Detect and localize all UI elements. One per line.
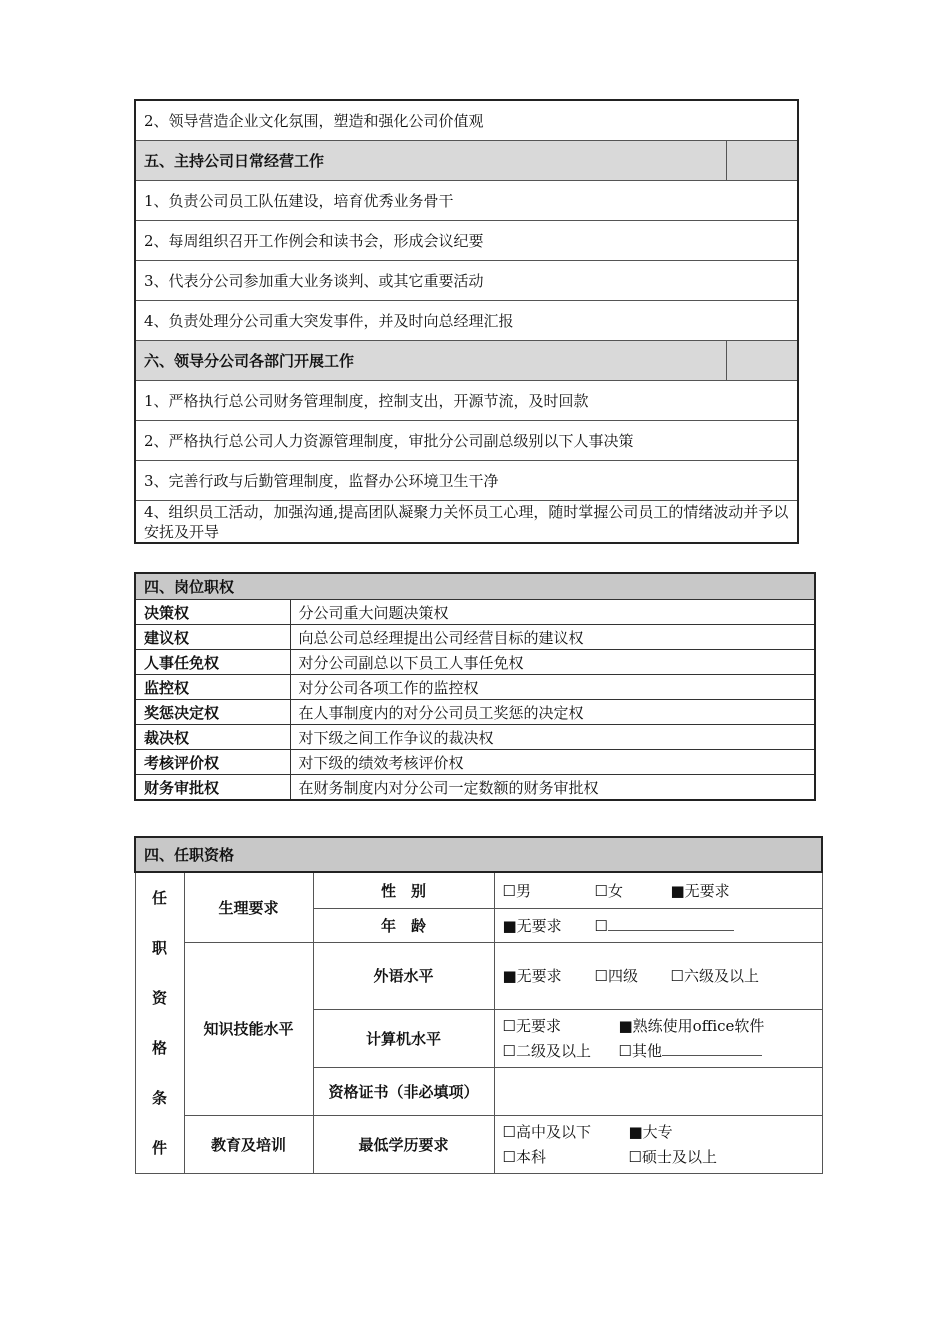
section-empty-cell bbox=[726, 341, 798, 381]
authority-value: 对下级的绩效考核评价权 bbox=[290, 750, 815, 775]
duties-table bbox=[134, 99, 799, 544]
duty-item: 2、领导营造企业文化氛围，塑造和强化公司价值观 bbox=[144, 112, 484, 130]
section-row bbox=[135, 141, 798, 181]
degree-options bbox=[494, 1116, 822, 1174]
degree-option-highschool[interactable]: ☐高中及以下 bbox=[502, 1122, 591, 1141]
authority-key: 监控权 bbox=[135, 675, 290, 700]
table-row bbox=[135, 221, 798, 261]
authority-key: 考核评价权 bbox=[135, 750, 290, 775]
qualification-table bbox=[134, 836, 823, 1174]
table-header-row bbox=[135, 837, 822, 872]
authority-key: 建议权 bbox=[135, 625, 290, 650]
section-row bbox=[135, 341, 798, 381]
table-row bbox=[135, 461, 798, 501]
language-options bbox=[494, 942, 822, 1010]
table-row bbox=[135, 675, 815, 700]
certificate-label: 资格证书（非必填项） bbox=[313, 1068, 494, 1116]
authority-value: 对分公司副总以下员工人事任免权 bbox=[290, 650, 815, 675]
table-header-row bbox=[135, 573, 815, 600]
duty-item: 3、代表分公司参加重大业务谈判、或其它重要活动 bbox=[135, 261, 798, 301]
gender-label: 性 别 bbox=[313, 872, 494, 908]
computer-option-none[interactable]: ☐无要求 bbox=[502, 1016, 561, 1035]
authority-key: 奖惩决定权 bbox=[135, 700, 290, 725]
duty-item: 1、负责公司员工队伍建设，培育优秀业务骨干 bbox=[135, 181, 798, 221]
degree-label: 最低学历要求 bbox=[313, 1116, 494, 1174]
authority-value: 分公司重大问题决策权 bbox=[290, 600, 815, 625]
duty-item: 4、负责处理分公司重大突发事件，并及时向总经理汇报 bbox=[135, 301, 798, 341]
qualification-vertical-label: 任 职 资 格 条 件 bbox=[135, 872, 184, 1174]
age-options bbox=[494, 908, 822, 942]
table-row bbox=[135, 261, 798, 301]
computer-option-other[interactable]: ☐其他 bbox=[618, 1041, 662, 1060]
age-blank-line[interactable] bbox=[608, 918, 734, 931]
section-title: 五、主持公司日常经营工作 bbox=[135, 141, 726, 181]
authority-value: 对分公司各项工作的监控权 bbox=[290, 675, 815, 700]
knowledge-skills-label: 知识技能水平 bbox=[184, 942, 313, 1116]
authority-key: 财务审批权 bbox=[135, 775, 290, 801]
duty-item: 3、完善行政与后勤管理制度，监督办公环境卫生干净 bbox=[135, 461, 798, 501]
authority-key: 决策权 bbox=[135, 600, 290, 625]
gender-option-none[interactable]: ■无要求 bbox=[670, 881, 730, 900]
table-row bbox=[135, 381, 798, 421]
authority-table bbox=[134, 572, 816, 801]
table-row bbox=[135, 775, 815, 801]
degree-option-college[interactable]: ■大专 bbox=[628, 1122, 673, 1141]
computer-label: 计算机水平 bbox=[313, 1010, 494, 1068]
table-row bbox=[135, 100, 798, 141]
authority-title: 四、岗位职权 bbox=[135, 573, 815, 600]
authority-value: 在财务制度内对分公司一定数额的财务审批权 bbox=[290, 775, 815, 801]
computer-blank-line[interactable] bbox=[662, 1043, 762, 1056]
authority-key: 裁决权 bbox=[135, 725, 290, 750]
language-option-none[interactable]: ■无要求 bbox=[502, 967, 562, 986]
computer-option-office[interactable]: ■熟练使用office软件 bbox=[618, 1016, 765, 1035]
section-title: 六、领导分公司各部门开展工作 bbox=[135, 341, 726, 381]
table-row bbox=[135, 942, 822, 1010]
table-row bbox=[135, 650, 815, 675]
table-row bbox=[135, 301, 798, 341]
language-option-cet6[interactable]: ☐六级及以上 bbox=[670, 967, 759, 986]
authority-value: 在人事制度内的对分公司员工奖惩的决定权 bbox=[290, 700, 815, 725]
computer-options bbox=[494, 1010, 822, 1068]
physical-requirements-label: 生理要求 bbox=[184, 872, 313, 942]
authority-value: 向总公司总经理提出公司经营目标的建议权 bbox=[290, 625, 815, 650]
table-row bbox=[135, 1116, 822, 1174]
table-row bbox=[135, 501, 798, 544]
authority-key: 人事任免权 bbox=[135, 650, 290, 675]
authority-value: 对下级之间工作争议的裁决权 bbox=[290, 725, 815, 750]
duty-item: 4、组织员工活动，加强沟通,提高团队凝聚力关怀员工心理，随时掌握公司员工的情绪波动并予以安抚及开导 bbox=[135, 501, 798, 544]
table-row bbox=[135, 600, 815, 625]
degree-option-bachelor[interactable]: ☐本科 bbox=[502, 1147, 546, 1166]
age-option-other[interactable]: ☐ bbox=[594, 916, 608, 935]
duty-item: 1、严格执行总公司财务管理制度，控制支出，开源节流，及时回款 bbox=[135, 381, 798, 421]
table-row bbox=[135, 181, 798, 221]
section-empty-cell bbox=[726, 141, 798, 181]
language-label: 外语水平 bbox=[313, 942, 494, 1010]
age-label: 年 龄 bbox=[313, 908, 494, 942]
table-row bbox=[135, 700, 815, 725]
gender-option-female[interactable]: ☐女 bbox=[594, 881, 623, 900]
table-row bbox=[135, 750, 815, 775]
qualification-title: 四、任职资格 bbox=[135, 837, 822, 872]
language-option-cet4[interactable]: ☐四级 bbox=[594, 967, 638, 986]
duty-item: 2、每周组织召开工作例会和读书会，形成会议纪要 bbox=[135, 221, 798, 261]
table-row bbox=[135, 725, 815, 750]
table-row bbox=[135, 625, 815, 650]
education-training-label: 教育及培训 bbox=[184, 1116, 313, 1174]
certificate-value[interactable] bbox=[494, 1068, 822, 1116]
computer-option-level2[interactable]: ☐二级及以上 bbox=[502, 1041, 591, 1060]
gender-option-male[interactable]: ☐男 bbox=[502, 881, 531, 900]
gender-options bbox=[494, 872, 822, 908]
duty-item: 2、严格执行总公司人力资源管理制度，审批分公司副总级别以下人事决策 bbox=[135, 421, 798, 461]
table-row bbox=[135, 421, 798, 461]
degree-option-master[interactable]: ☐硕士及以上 bbox=[628, 1147, 717, 1166]
age-option-none[interactable]: ■无要求 bbox=[502, 916, 562, 935]
table-row bbox=[135, 872, 822, 908]
